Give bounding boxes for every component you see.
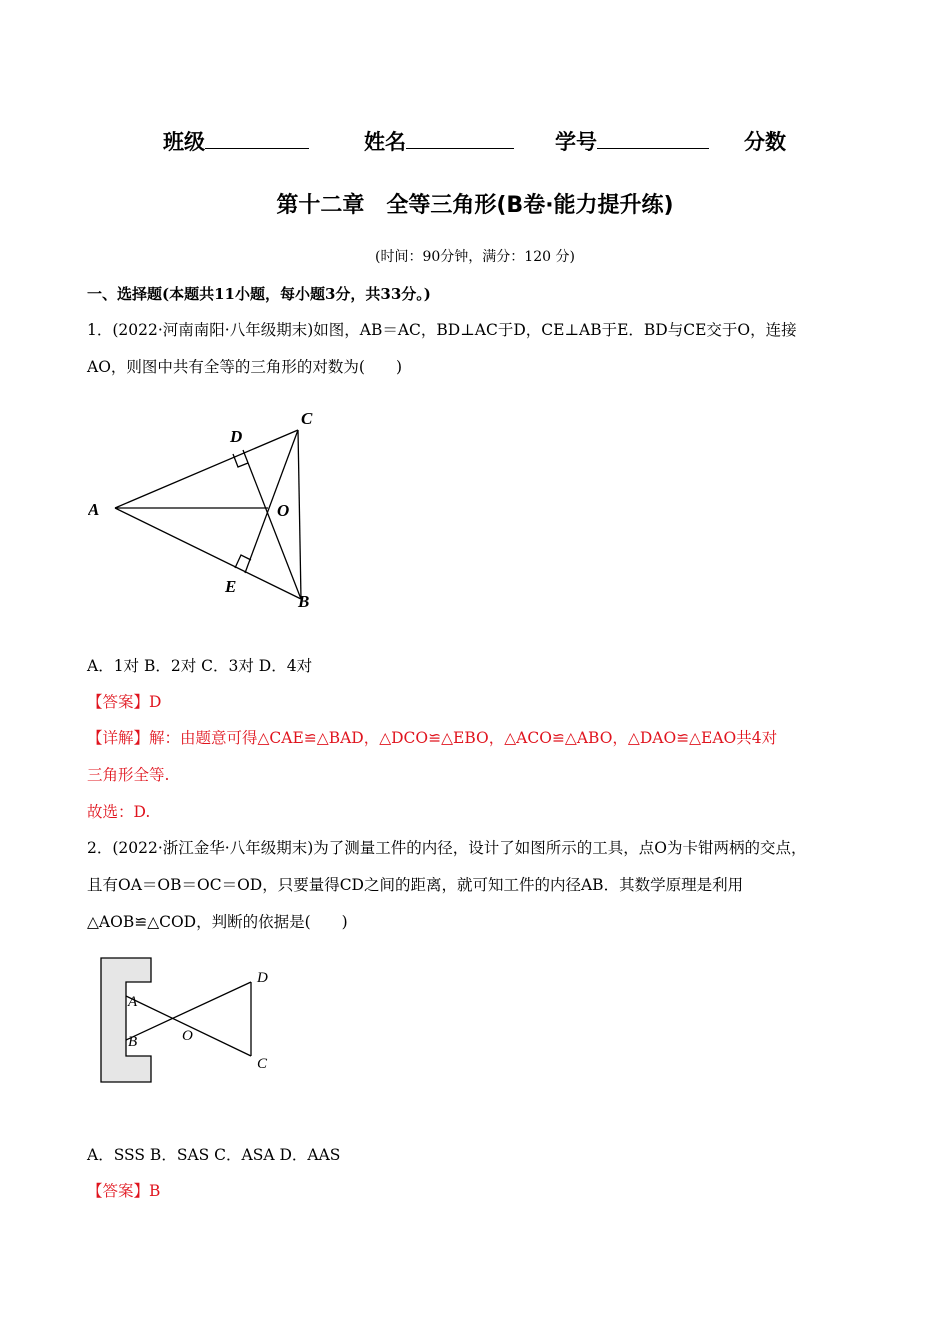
q2-caliper-figure xyxy=(96,954,286,1089)
section-heading: 一、选择题(本题共11小题，每小题3分，共33分。) xyxy=(87,285,431,303)
score-label: 分数 xyxy=(744,130,786,154)
name-field xyxy=(364,126,514,156)
q2-stem-line3: △AOB≌△COD，判断的依据是( ) xyxy=(87,913,348,931)
id-field xyxy=(555,126,709,156)
segment-bd xyxy=(243,450,301,599)
q2-answer: 【答案】B xyxy=(87,1182,161,1200)
q1-label-o: O xyxy=(277,501,290,520)
q2-options: A．SSS B．SAS C．ASA D．AAS xyxy=(87,1146,341,1164)
q1-answer: 【答案】D xyxy=(87,693,162,711)
id-label: 学号 xyxy=(555,130,597,154)
q1-stem-line1: 1．(2022·河南南阳·八年级期末)如图，AB＝AC，BD⊥AC于D，CE⊥AB于E．BD与CE交于O，连接 xyxy=(87,321,797,339)
q1-conclusion: 故选：D. xyxy=(87,803,151,821)
workpiece xyxy=(101,958,151,1082)
q2-stem-line2: 且有OA＝OB＝OC＝OD，只要量得CD之间的距离，就可知工件的内径AB．其数学原理是利用 xyxy=(87,876,744,894)
q1-label-b: B xyxy=(298,592,310,611)
q1-options: A．1对 B．2对 C．3对 D．4对 xyxy=(87,657,313,675)
page-title: 第十二章 全等三角形(B卷·能力提升练) xyxy=(276,193,674,218)
q1-stem-line2: AO，则图中共有全等的三角形的对数为( ) xyxy=(87,358,402,376)
class-blank[interactable] xyxy=(205,130,309,149)
q1-label-d: D xyxy=(230,427,243,446)
q2-label-b: B xyxy=(128,1034,138,1050)
id-blank[interactable] xyxy=(597,130,709,149)
segment-ce xyxy=(245,430,298,573)
q1-triangle-figure xyxy=(88,402,328,627)
class-field xyxy=(163,126,309,156)
segment-bc xyxy=(298,430,301,599)
name-label: 姓名 xyxy=(364,130,406,154)
q1-explanation-line2: 三角形全等. xyxy=(87,766,170,784)
class-label: 班级 xyxy=(163,130,205,154)
segment-ac xyxy=(115,430,298,508)
q1-label-a: A xyxy=(88,500,100,519)
caliper-arm-ac xyxy=(126,996,251,1056)
name-blank[interactable] xyxy=(406,130,514,149)
q1-label-c: C xyxy=(301,409,313,428)
q1-explanation-line1: 【详解】解：由题意可得△CAE≌△BAD，△DCO≌△EBO，△ACO≌△ABO，△DAO≌△EAO共4对 xyxy=(87,729,778,747)
q2-label-d: D xyxy=(257,970,268,986)
exam-info: (时间：90分钟，满分：120 分) xyxy=(375,249,575,265)
q1-label-e: E xyxy=(225,577,237,596)
q2-label-c: C xyxy=(257,1056,268,1072)
segment-ab xyxy=(115,508,301,599)
q2-stem-line1: 2．(2022·浙江金华·八年级期末)为了测量工件的内径，设计了如图所示的工具，点O为卡钳两柄的交点， xyxy=(87,839,807,857)
q2-label-o: O xyxy=(182,1028,193,1044)
q2-label-a: A xyxy=(128,994,138,1010)
